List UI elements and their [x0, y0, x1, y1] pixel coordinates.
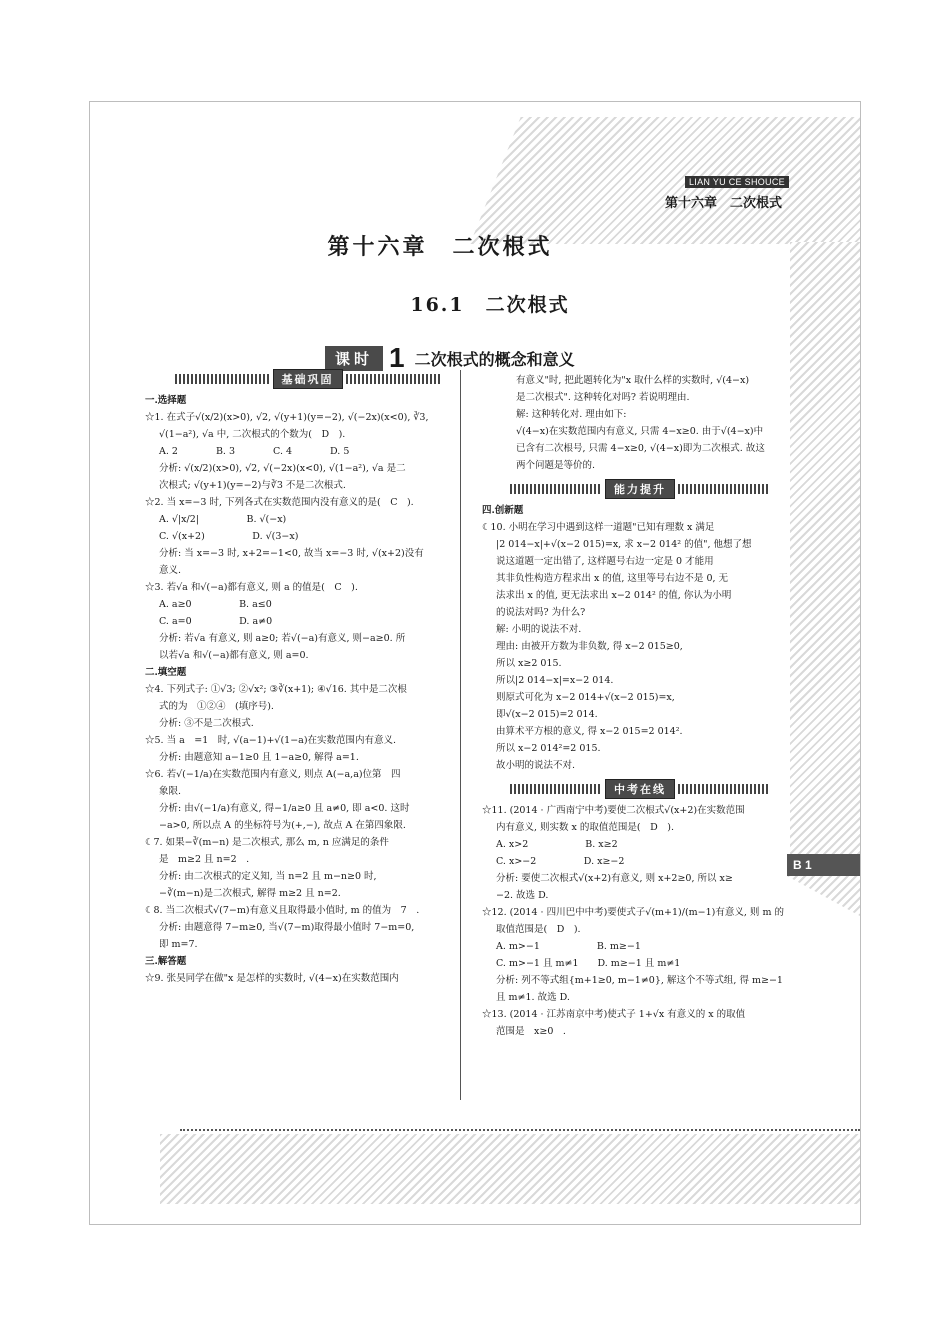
text-line: ☆12. (2014 · 四川巴中中考)要使式子√(m+1)/(m−1)有意义, 则 m 的: [482, 907, 784, 918]
text-line: ☆1. 在式子√(x/2)(x>0), √2, √(y+1)(y=−2), √(−2x)(x<0), ∛3,: [145, 412, 429, 423]
lesson-heading: [325, 342, 575, 373]
text-line: 所以|2 014−x|=x−2 014.: [496, 675, 614, 686]
page-tab-tail: [787, 876, 860, 916]
text-line: 分析: ③不是二次根式.: [159, 718, 254, 729]
text-line: 由算术平方根的意义, 得 x−2 015=2 014².: [496, 726, 683, 737]
text-line: 即√(x−2 015)=2 014.: [496, 709, 598, 720]
text-line: ☾7. 如果−∛(m−n) 是二次根式, 那么 m, n 应满足的条件: [145, 837, 389, 848]
text-line: 分析: 由题意得 7−m≥0, 当√(7−m)取得最小值时 7−m=0,: [159, 922, 415, 933]
text-line: 三.解答题: [145, 956, 187, 967]
text-line: 四.创新题: [482, 505, 524, 516]
text-line: 解: 这种转化对. 理由如下:: [516, 409, 627, 420]
lesson-title: 二次根式的概念和意义: [414, 349, 575, 369]
text-line: 理由: 由被开方数为非负数, 得 x−2 015≥0,: [496, 641, 683, 652]
top-hatch-band: [470, 117, 860, 244]
text-line: A. m>−1 B. m≥−1: [496, 941, 641, 952]
text-line: 是二次根式". 这种转化对吗? 若说明理由.: [516, 392, 690, 403]
text-line: ☆5. 当 a =1 时, √(a−1)+√(1−a)在实数范围内有意义.: [145, 735, 397, 746]
text-line: 则原式可化为 x−2 014+√(x−2 015)=x,: [496, 692, 675, 703]
text-line: 意义.: [159, 565, 182, 576]
text-line: 有意义"时, 把此题转化为"x 取什么样的实数时, √(4−x): [516, 375, 750, 386]
text-line: 取值范围是( D ).: [496, 924, 581, 935]
banner-ability-label: 能力提升: [605, 479, 675, 499]
text-line: A. a≥0 B. a≤0: [159, 599, 272, 610]
running-header: 第十六章 二次根式: [665, 196, 783, 211]
right-column-bottom: [482, 802, 792, 1040]
text-line: 次根式; √(y+1)(y=−2)与∛3 不是二次根式.: [159, 480, 346, 491]
text-line: C. √(x+2) D. √(3−x): [159, 531, 299, 542]
text-line: A. √|x/2| B. √(−x): [159, 514, 287, 525]
text-line: √(1−a²), √a 中, 二次根式的个数为( D ).: [159, 429, 346, 440]
text-line: |2 014−x|+√(x−2 015)=x, 求 x−2 014² 的值", 他想了想: [496, 539, 752, 550]
banner-basic-label: 基础巩固: [273, 369, 343, 389]
text-line: ☆13. (2014 · 江苏南京中考)使式子 1+√x 有意义的 x 的取值: [482, 1009, 746, 1020]
banner-exam-label: 中考在线: [605, 779, 675, 799]
text-line: √(4−x)在实数范围内有意义, 只需 4−x≥0. 由于√(4−x)中: [516, 426, 764, 437]
text-line: ☆3. 若√a 和√(−a)都有意义, 则 a 的值是( C ).: [145, 582, 358, 593]
banner-ability: [510, 480, 770, 498]
text-line: ☾10. 小明在学习中遇到这样一道题"已知有理数 x 满足: [482, 522, 715, 533]
text-line: 分析: 由二次根式的定义知, 当 n=2 且 m−n≥0 时,: [159, 871, 377, 882]
text-line: 象限.: [159, 786, 182, 797]
text-line: 所以 x≥2 015.: [496, 658, 562, 669]
left-column: [145, 392, 465, 987]
banner-exam: [510, 780, 770, 798]
text-line: 所以 x−2 014²=2 015.: [496, 743, 601, 754]
text-line: 分析: 列不等式组{m+1≥0, m−1≠0}, 解这个不等式组, 得 m≥−1: [496, 975, 783, 986]
bottom-hatch-band: [160, 1134, 860, 1204]
text-line: −a>0, 所以点 A 的坐标符号为(+,−), 故点 A 在第四象限.: [159, 820, 406, 831]
text-line: 范围是 x≥0 .: [496, 1026, 566, 1037]
chapter-title: 第十六章 二次根式: [327, 234, 553, 260]
text-line: 分析: 由√(−1/a)有意义, 得−1/a≥0 且 a≠0, 即 a<0. 这时: [159, 803, 410, 814]
workbook-page: [89, 101, 861, 1225]
text-line: ☾8. 当二次根式√(7−m)有意义且取得最小值时, m 的值为 7 .: [145, 905, 420, 916]
text-line: A. x>2 B. x≥2: [496, 839, 618, 850]
text-line: 一.选择题: [145, 395, 187, 406]
text-line: C. x>−2 D. x≥−2: [496, 856, 625, 867]
text-line: 故小明的说法不对.: [496, 760, 576, 771]
text-line: 式的为 ①②④ (填序号).: [159, 701, 274, 712]
brand-label: LIAN YU CE SHOUCE: [685, 176, 789, 188]
text-line: 分析: 当 x=−3 时, x+2=−1<0, 故当 x=−3 时, √(x+2)没有: [159, 548, 424, 559]
text-line: ☆6. 若√(−1/a)在实数范围内有意义, 则点 A(−a,a)位第 四: [145, 769, 401, 780]
text-line: 解: 小明的说法不对.: [496, 624, 582, 635]
column-divider: [460, 370, 461, 1100]
text-line: 二.填空题: [145, 667, 187, 678]
right-column-middle: [482, 502, 792, 774]
section-title: 16.1 二次根式: [410, 294, 570, 316]
lesson-tag: 课时: [325, 346, 383, 371]
right-column-top: [502, 372, 802, 474]
text-line: 内有意义, 则实数 x 的取值范围是( D ).: [496, 822, 674, 833]
text-line: 分析: 若√a 有意义, 则 a≥0; 若√(−a)有意义, 则−a≥0. 所: [159, 633, 406, 644]
text-line: 说这道题一定出错了, 这样题号右边一定是 0 才能用: [496, 556, 714, 567]
dotted-separator: [180, 1129, 860, 1131]
text-line: C. m>−1 且 m≠1 D. m≥−1 且 m≠1: [496, 958, 681, 969]
text-line: 两个问题是等价的.: [516, 460, 596, 471]
text-line: 分析: √(x/2)(x>0), √2, √(−2x)(x<0), √(1−a²), √a 是二: [159, 463, 406, 474]
text-line: 即 m=7.: [159, 939, 198, 950]
page-tab: B 1: [787, 854, 861, 876]
text-line: 法求出 x 的值, 更无法求出 x−2 014² 的值, 你认为小明: [496, 590, 732, 601]
text-line: C. a=0 D. a≠0: [159, 616, 273, 627]
text-line: A. 2 B. 3 C. 4 D. 5: [159, 446, 350, 457]
text-line: −2. 故选 D.: [496, 890, 549, 901]
text-line: 以若√a 和√(−a)都有意义, 则 a=0.: [159, 650, 309, 661]
text-line: 其非负性构造方程求出 x 的值, 这里等号右边不是 0, 无: [496, 573, 729, 584]
text-line: 是 m≥2 且 n=2 .: [159, 854, 250, 865]
banner-basic: [175, 370, 440, 388]
text-line: ☆2. 当 x=−3 时, 下列各式在实数范围内没有意义的是( C ).: [145, 497, 414, 508]
text-line: 已含有二次根号, 只需 4−x≥0, √(4−x)即为二次根式. 故这: [516, 443, 765, 454]
text-line: −∛(m−n)是二次根式, 解得 m≥2 且 n=2.: [159, 888, 341, 899]
text-line: 的说法对吗? 为什么?: [496, 607, 586, 618]
lesson-number: 1: [389, 342, 405, 373]
text-line: 分析: 要使二次根式√(x+2)有意义, 则 x+2≥0, 所以 x≥: [496, 873, 733, 884]
text-line: ☆4. 下列式子: ①√3; ②√x²; ③∛(x+1); ④√16. 其中是二次根: [145, 684, 407, 695]
text-line: ☆9. 张昊同学在做"x 是怎样的实数时, √(4−x)在实数范围内: [145, 973, 399, 984]
text-line: 分析: 由题意知 a−1≥0 且 1−a≥0, 解得 a=1.: [159, 752, 359, 763]
text-line: 且 m≠1. 故选 D.: [496, 992, 570, 1003]
right-hatch-band: [790, 242, 860, 862]
text-line: ☆11. (2014 · 广西南宁中考)要使二次根式√(x+2)在实数范围: [482, 805, 745, 816]
